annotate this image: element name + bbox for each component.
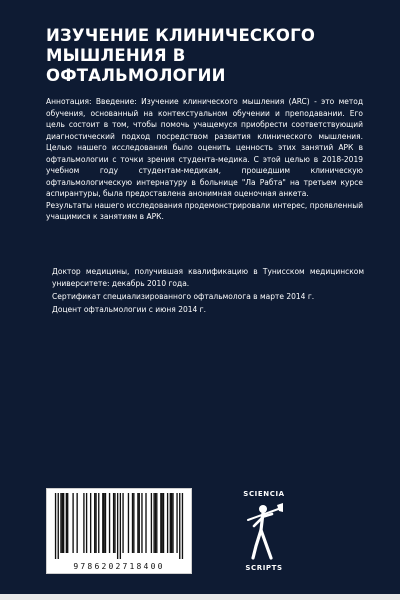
barcode-bar xyxy=(113,493,114,553)
barcode-bar xyxy=(67,493,68,553)
barcode-bar xyxy=(145,493,146,553)
bio-line: Доктор медицины, получившая квалификацию в Тунисском медицинском университете: декабрь 2010 года. xyxy=(52,267,364,288)
abstract-block xyxy=(46,96,363,223)
barcode-bar xyxy=(133,493,134,553)
barcode-bar xyxy=(103,493,104,553)
barcode-bar xyxy=(141,493,142,553)
barcode-bar xyxy=(102,493,103,553)
barcode-bar xyxy=(60,493,61,553)
barcode-bar xyxy=(83,493,84,553)
barcode-bar xyxy=(163,493,164,553)
barcode-bar xyxy=(76,493,77,553)
barcode-bar xyxy=(156,493,157,553)
barcode-bar xyxy=(179,493,180,559)
barcode-bar xyxy=(58,493,59,559)
barcode-bar xyxy=(137,493,138,553)
barcode-bar xyxy=(55,493,56,559)
barcode-bar xyxy=(172,493,173,553)
barcode-bar xyxy=(94,493,95,553)
bio-line: Сертификат специализированного офтальмолога в марте 2014 г. xyxy=(52,291,315,301)
barcode-bar xyxy=(117,493,118,559)
barcode-bar xyxy=(167,493,168,553)
barcode-bar xyxy=(151,493,152,553)
barcode-bar xyxy=(182,493,183,559)
barcode-bar xyxy=(153,493,154,553)
figure-with-axe-icon xyxy=(244,500,284,562)
barcode-bars xyxy=(47,489,191,561)
barcode-bar xyxy=(122,493,123,553)
barcode-bar xyxy=(90,493,91,553)
barcode-bar xyxy=(120,493,121,559)
barcode-bar xyxy=(176,493,177,553)
barcode-bar xyxy=(170,493,171,553)
publisher-name-top: SCIENCIA xyxy=(243,490,285,498)
author-bio xyxy=(52,266,364,317)
barcode-bar xyxy=(86,493,87,553)
barcode-bar xyxy=(109,493,110,553)
book-title: ИЗУЧЕНИЕ КЛИНИЧЕСКОГО МЫШЛЕНИЯ В ОФТАЛЬМОЛОГИИ xyxy=(46,26,316,85)
abstract-paragraph: Аннотация: Введение: Изучение клинического мышления (ARC) - это метод обучения, основанный на контекстуальном обучении и преподавании. Его цель состоит в том, чтобы помочь учащемуся приобрести соответствующий диагностический подход посредством развития клинического мышления. Целью нашего исследования было оценить ценность этих занятий АРК в офтальмологии с точки зрения студента-медика. С этой целью в 2018-2019 учебном году студентам-медикам, прошедшим клиническую офтальмологическую интернатуру в больнице "Ла Рабта" на третьем курсе аспирантуры, была предоставлена анонимная оценочная анкета. xyxy=(46,97,363,198)
barcode-bar xyxy=(105,493,106,553)
isbn-barcode xyxy=(46,488,192,574)
barcode-bar xyxy=(162,493,163,553)
barcode-bar xyxy=(66,493,67,553)
barcode-bar xyxy=(114,493,115,553)
results-paragraph: Результаты нашего исследования продемонстрировали интерес, проявленный учащимися к занятиям в АРК. xyxy=(46,200,363,221)
bio-line: Доцент офтальмологии с июня 2014 г. xyxy=(52,304,206,314)
barcode-bar xyxy=(98,493,99,553)
isbn-number: 9786202718400 xyxy=(73,562,165,571)
barcode-bar xyxy=(171,493,172,553)
barcode-bar xyxy=(160,493,161,553)
barcode-bar xyxy=(155,493,156,553)
publisher-name-bottom: SCRIPTS xyxy=(245,564,283,572)
barcode-bar xyxy=(95,493,96,553)
barcode-bar xyxy=(132,493,133,553)
barcode-bar xyxy=(62,493,63,553)
barcode-bar xyxy=(128,493,129,553)
barcode-bar xyxy=(72,493,73,553)
barcode-bar xyxy=(63,493,64,553)
barcode-bar xyxy=(139,493,140,553)
publisher-logo xyxy=(238,484,290,584)
